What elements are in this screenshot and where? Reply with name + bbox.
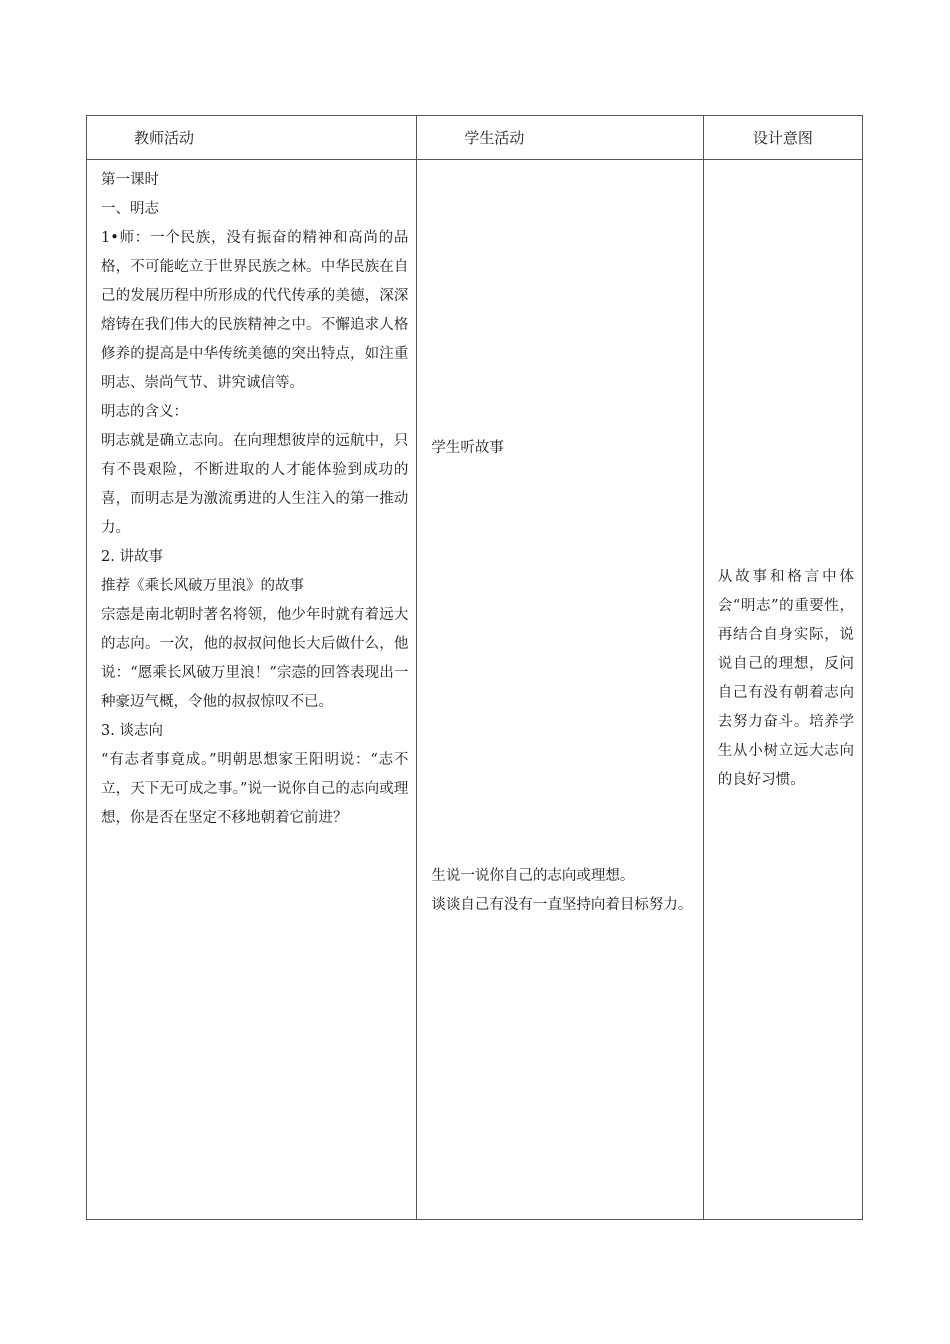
section-heading: 2. 讲故事: [101, 549, 163, 565]
student-activity-cell: [417, 160, 703, 1220]
teacher-activity-cell: [87, 160, 417, 1220]
design-intent-cell: [703, 160, 862, 1220]
story-recommendation: 推荐《乘长风破万里浪》的故事: [101, 578, 304, 594]
content-row: [87, 160, 863, 1220]
teacher-activity-text: [87, 160, 416, 833]
design-intent-text: 从故事和格言中体会“明志”的重要性，再结合自身实际，说说自己的理想，反问自己有没有朝着志向去努力奋斗。培养学生从小树立远大志向的良好习惯。: [717, 569, 854, 788]
header-row: [87, 116, 863, 160]
student-activity-1: 学生听故事: [431, 440, 504, 456]
section-heading: 一、明志: [101, 201, 159, 217]
section-heading: 3. 谈志向: [101, 723, 163, 739]
header-design-intent: 设计意图: [703, 116, 862, 160]
lesson-plan-table: [86, 115, 863, 1220]
student-activity-2: [431, 862, 692, 920]
paragraph: 明志就是确立志向。在向理想彼岸的远航中，只有不畏艰险，不断进取的人才能体验到成功的喜，而明志是为激流勇进的人生注入的第一推动力。: [101, 433, 409, 536]
lesson-label: 第一课时: [101, 172, 159, 188]
student-activity-2-line1: 生说一说你自己的志向或理想。: [431, 868, 635, 884]
paragraph: 1•师：一个民族，没有振奋的精神和高尚的品格，不可能屹立于世界民族之林。中华民族在自己的发展历程中所形成的代代传承的美德，深深熔铸在我们伟大的民族精神之中。不懈追求人格修养的提高是中华传统美德的突出特点，如注重明志、崇尚气节、讲究诚信等。: [101, 230, 409, 391]
paragraph: “有志者事竟成。”明朝思想家王阳明说：“志不立，天下无可成之事。”说一说你自己的志向或理想，你是否在坚定不移地朝着它前进？: [101, 752, 409, 826]
paragraph: 宗悫是南北朝时著名将领，他少年时就有着远大的志向。一次，他的叔叔问他长大后做什么，他说：“愿乘长风破万里浪！”宗悫的回答表现出一种豪迈气概，令他的叔叔惊叹不已。: [101, 607, 409, 710]
header-teacher-activity: 教师活动: [87, 116, 417, 160]
meaning-heading: 明志的含义：: [101, 404, 188, 420]
header-student-activity: 学生活动: [417, 116, 703, 160]
student-activity-2-line2: 谈谈自己有没有一直坚持向着目标努力。: [431, 897, 693, 913]
